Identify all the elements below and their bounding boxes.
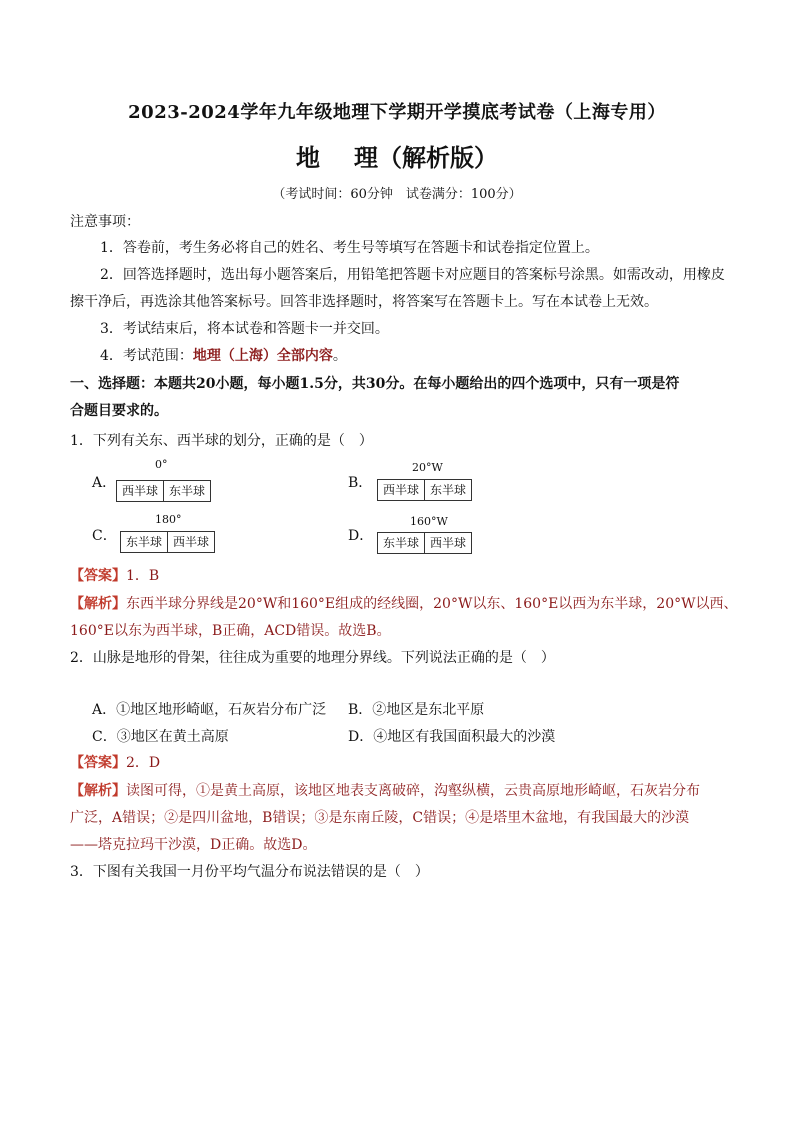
q1-analysis-text-a: 东西半球分界线是20°W和160°E组成的经线圈，20°W以东、160°E以西为东半球，20°W以西、 bbox=[126, 596, 738, 612]
q1-option-b-diagram bbox=[377, 479, 472, 501]
q2-answer bbox=[70, 752, 160, 772]
q1-b-right-hemisphere: 东半球 bbox=[424, 480, 471, 500]
q3-stem: 3．下图有关我国一月份平均气温分布说法错误的是（ ） bbox=[70, 864, 429, 880]
q1-c-right-hemisphere: 西半球 bbox=[167, 532, 214, 552]
q2-analysis-text-b: 广泛，A错误；②是四川盆地，B错误；③是东南丘陵，C错误；④是塔里木盆地，有我国最大的沙漠 bbox=[70, 810, 690, 826]
notes-heading: 注意事项： bbox=[70, 214, 140, 230]
q1-d-left-hemisphere: 东半球 bbox=[383, 536, 420, 550]
exam-title: 2023-2024学年九年级地理下学期开学摸底考试卷（上海专用） bbox=[128, 102, 666, 123]
section-1-heading: 一、选择题：本题共20小题，每小题1.5分，共30分。在每小题给出的四个选项中，只有一项是符 bbox=[70, 376, 680, 392]
q2-stem: 2．山脉是地形的骨架，往往成为重要的地理分界线。下列说法正确的是（ ） bbox=[70, 650, 555, 666]
q2-option-b: B．②地区是东北平原 bbox=[348, 702, 485, 718]
q1-answer-value: 1．B bbox=[126, 568, 160, 584]
q1-option-a-diagram bbox=[116, 480, 211, 502]
section-1-heading-cont: 合题目要求的。 bbox=[70, 403, 168, 419]
q1-stem: 1．下列有关东、西半球的划分，正确的是（ ） bbox=[70, 433, 373, 449]
notes-item-2b: 擦干净后，再选涂其他答案标号。回答非选择题时，将答案写在答题卡上。写在本试卷上无效。 bbox=[70, 294, 658, 310]
q1-analysis-tag: 【解析】 bbox=[70, 596, 126, 612]
q1-analysis-text-b: 160°E以东为西半球，B正确，ACD错误。故选B。 bbox=[70, 623, 391, 639]
q2-answer-value: 2．D bbox=[126, 755, 161, 771]
q1-answer bbox=[70, 565, 159, 585]
q1-option-d-label: D． bbox=[348, 528, 374, 544]
notes-item-4-prefix: 4．考试范围： bbox=[100, 348, 193, 364]
q1-option-d-degree: 160°W bbox=[410, 515, 448, 528]
q1-a-left-hemisphere: 西半球 bbox=[122, 484, 159, 498]
q2-analysis-text-c: ——塔克拉玛干沙漠，D正确。故选D。 bbox=[70, 837, 317, 853]
q2-option-a: A．①地区地形崎岖，石灰岩分布广泛 bbox=[92, 702, 327, 718]
notes-item-3: 3．考试结束后，将本试卷和答题卡一并交回。 bbox=[100, 321, 389, 337]
q1-option-d-diagram bbox=[377, 532, 472, 554]
q1-analysis bbox=[70, 593, 738, 613]
q1-option-c-degree: 180° bbox=[155, 513, 182, 526]
q1-option-c-diagram bbox=[120, 531, 215, 553]
q1-option-a-label: A． bbox=[92, 475, 117, 491]
q1-option-c-label: C． bbox=[92, 528, 117, 544]
exam-time-info: （考试时间：60分钟 试卷满分：100分） bbox=[272, 187, 522, 202]
q2-analysis-tag: 【解析】 bbox=[70, 783, 126, 799]
q1-option-b-degree: 20°W bbox=[412, 461, 443, 474]
q2-analysis-text-a: 读图可得，①是黄土高原，该地区地表支离破碎，沟壑纵横，云贵高原地形崎岖，石灰岩分布 bbox=[126, 783, 700, 799]
subject-char-1: 地 bbox=[296, 143, 320, 172]
subject-char-2: 理（解析版） bbox=[354, 143, 498, 172]
exam-scope: 地理（上海）全部内容 bbox=[192, 348, 333, 364]
q1-option-a-degree: 0° bbox=[155, 458, 168, 471]
notes-item-2a: 2．回答选择题时，选出每小题答案后，用铅笔把答题卡对应题目的答案标号涂黑。如需改动，用橡皮 bbox=[100, 267, 725, 283]
q2-option-c: C．③地区在黄土高原 bbox=[92, 729, 229, 745]
q1-a-right-hemisphere: 东半球 bbox=[163, 481, 210, 501]
q2-answer-tag: 【答案】 bbox=[70, 755, 126, 771]
q1-b-left-hemisphere: 西半球 bbox=[383, 483, 420, 497]
q2-analysis bbox=[70, 780, 700, 800]
q1-answer-tag: 【答案】 bbox=[70, 568, 126, 584]
q1-option-b-label: B． bbox=[348, 475, 373, 491]
notes-item-1: 1．答卷前，考生务必将自己的姓名、考生号等填写在答题卡和试卷指定位置上。 bbox=[100, 240, 599, 256]
q2-option-d: D．④地区有我国面积最大的沙漠 bbox=[348, 729, 556, 745]
notes-item-4 bbox=[100, 345, 347, 365]
q1-d-right-hemisphere: 西半球 bbox=[424, 533, 471, 553]
q1-c-left-hemisphere: 东半球 bbox=[126, 535, 163, 549]
exam-subtitle bbox=[0, 138, 794, 173]
notes-item-4-end: 。 bbox=[332, 348, 347, 364]
